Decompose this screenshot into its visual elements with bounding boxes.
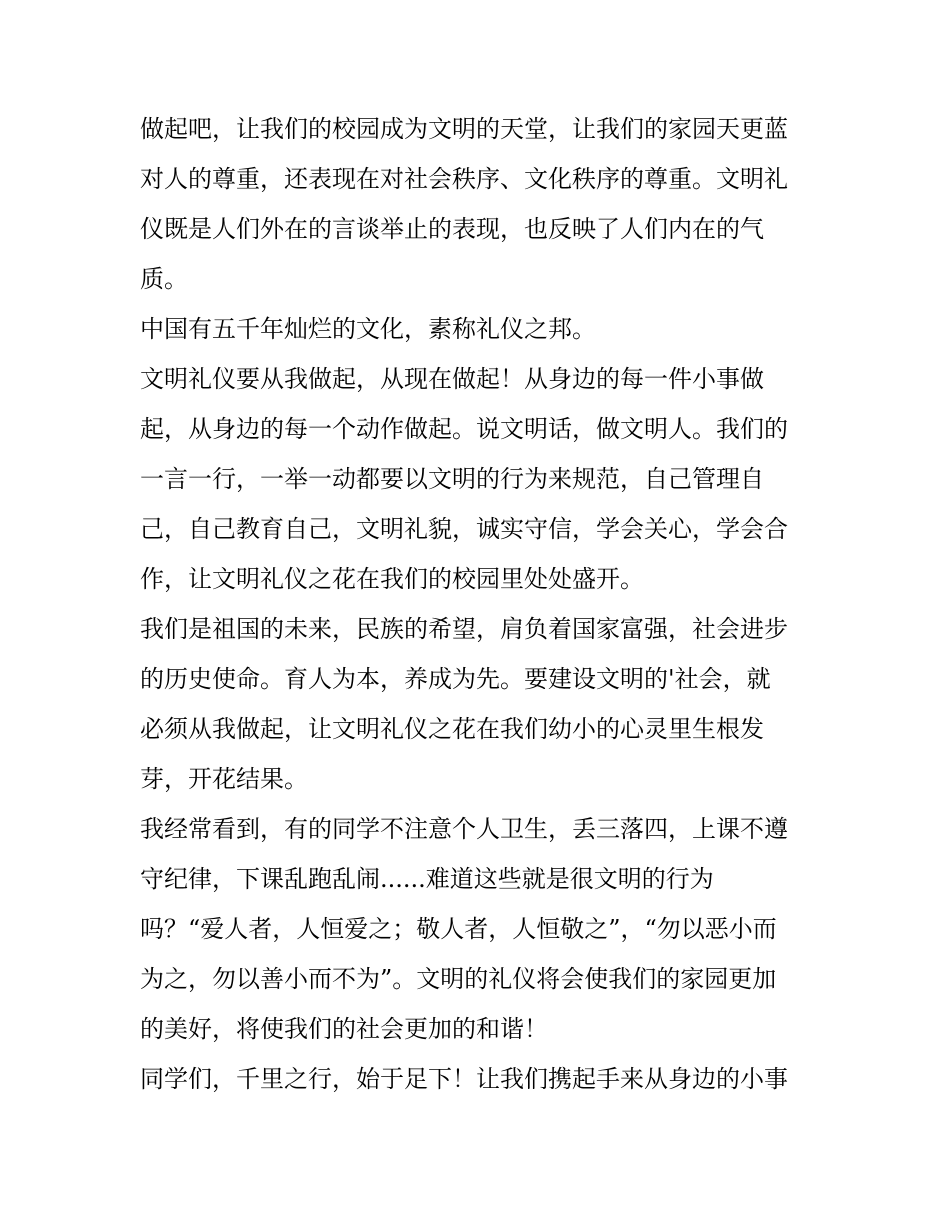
text-line-2: 对人的尊重，还表现在对社会秩序、文化秩序的尊重。文明礼 <box>140 165 788 193</box>
text-line-14: 芽，开花结果。 <box>140 765 308 793</box>
text-line-20: 同学们，千里之行，始于足下！让我们携起手来从身边的小事 <box>140 1065 788 1093</box>
text-line-19: 的美好，将使我们的社会更加的和谐！ <box>140 1015 548 1043</box>
text-line-1: 做起吧，让我们的校园成为文明的天堂，让我们的家园天更蓝 <box>140 115 788 143</box>
text-line-13: 必须从我做起，让文明礼仪之花在我们幼小的心灵里生根发 <box>140 715 764 743</box>
text-line-7: 起，从身边的每一个动作做起。说文明话，做文明人。我们的 <box>140 415 788 443</box>
text-line-17: 吗？“爱人者，人恒爱之；敬人者，人恒敬之”，“勿以恶小而 <box>140 915 777 943</box>
text-line-8: 一言一行，一举一动都要以文明的行为来规范，自己管理自 <box>140 465 764 493</box>
text-line-16: 守纪律，下课乱跑乱闹......难道这些就是很文明的行为 <box>140 865 714 893</box>
text-line-6: 文明礼仪要从我做起，从现在做起！从身边的每一件小事做 <box>140 365 764 393</box>
text-line-10: 作，让文明礼仪之花在我们的校园里处处盛开。 <box>140 565 644 593</box>
text-line-11: 我们是祖国的未来，民族的希望，肩负着国家富强，社会进步 <box>140 615 788 643</box>
text-line-9: 己，自己教育自己，文明礼貌，诚实守信，学会关心，学会合 <box>140 515 788 543</box>
text-line-5: 中国有五千年灿烂的文化，素称礼仪之邦。 <box>140 315 596 343</box>
text-line-4: 质。 <box>140 265 188 293</box>
text-line-12: 的历史使命。育人为本，养成为先。要建设文明的'社会，就 <box>140 665 771 693</box>
text-line-15: 我经常看到，有的同学不注意个人卫生，丢三落四，上课不遵 <box>140 815 788 843</box>
text-line-3: 仪既是人们外在的言谈举止的表现，也反映了人们内在的气 <box>140 215 764 243</box>
text-line-18: 为之，勿以善小而不为”。文明的礼仪将会使我们的家园更加 <box>140 965 777 993</box>
